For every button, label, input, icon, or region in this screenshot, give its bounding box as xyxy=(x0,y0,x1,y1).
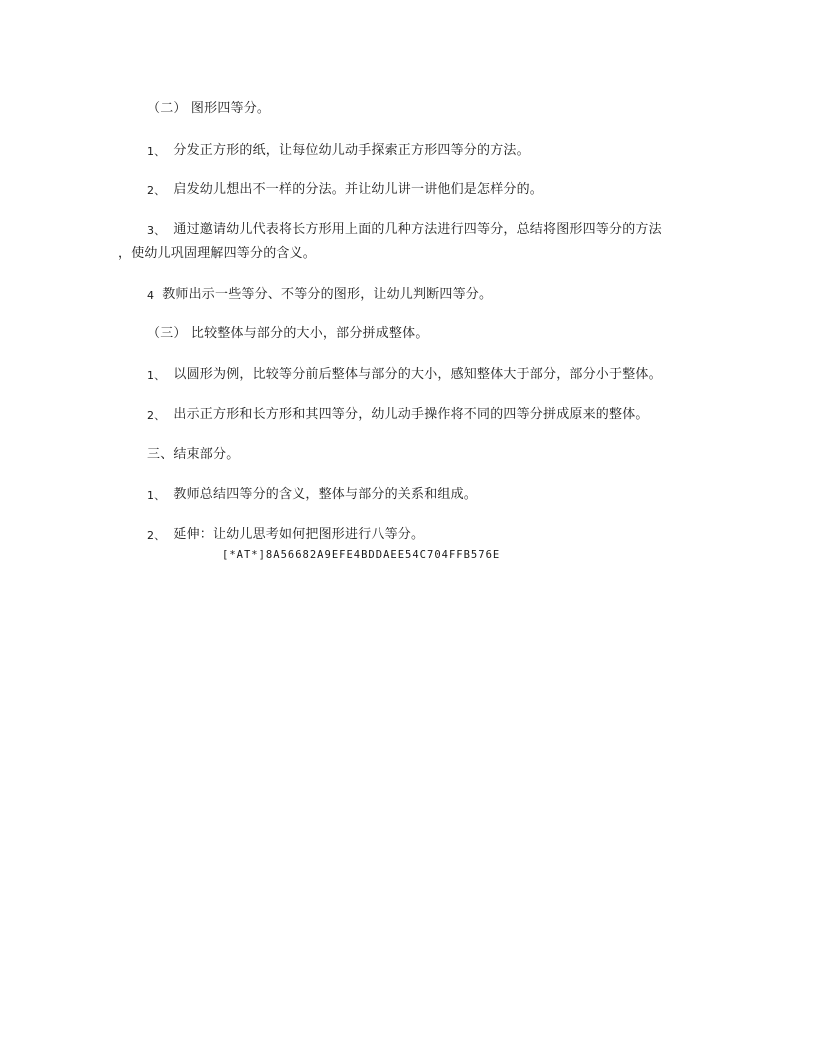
list-item xyxy=(147,222,662,238)
item-text: 通过邀请幼儿代表将长方形用上面的几种方法进行四等分，总结将图形四等分的方法 xyxy=(173,222,662,237)
item-number: 2、 xyxy=(147,409,166,422)
item-text: 延伸：让幼儿思考如何把图形进行八等分。 xyxy=(173,527,425,542)
list-item xyxy=(147,367,662,383)
item-number: 1、 xyxy=(147,369,166,382)
item-text: 出示正方形和长方形和其四等分，幼儿动手操作将不同的四等分拼成原来的整体。 xyxy=(173,407,649,422)
list-item xyxy=(147,143,530,159)
list-item xyxy=(147,287,492,303)
section-heading-shapes-quartering: （二） 图形四等分。 xyxy=(147,101,271,116)
list-item xyxy=(147,487,477,503)
list-item xyxy=(147,182,543,198)
item-number: 1、 xyxy=(147,489,166,502)
item-text: 教师出示一些等分、不等分的图形，让幼儿判断四等分。 xyxy=(162,287,493,302)
item-text: 分发正方形的纸，让每位幼儿动手探索正方形四等分的方法。 xyxy=(173,143,530,158)
item-text: 启发幼儿想出不一样的分法。并让幼儿讲一讲他们是怎样分的。 xyxy=(173,182,544,197)
item-text: 以圆形为例，比较等分前后整体与部分的大小，感知整体大于部分，部分小于整体。 xyxy=(173,367,662,382)
item-number: 1、 xyxy=(147,145,166,158)
item-number: 3、 xyxy=(147,224,166,237)
item-number: 2、 xyxy=(147,184,166,197)
list-item xyxy=(147,407,649,423)
document-code: [*AT*]8A56682A9EFE4BDDAEE54C704FFB576E xyxy=(222,549,501,561)
item-text: 教师总结四等分的含义，整体与部分的关系和组成。 xyxy=(173,487,478,502)
list-item xyxy=(147,527,424,543)
part-heading-ending: 三、结束部分。 xyxy=(147,447,240,462)
section-heading-compare-whole-part: （三） 比较整体与部分的大小，部分拼成整体。 xyxy=(147,326,429,341)
item-number: 4 xyxy=(147,289,155,302)
item-continuation-text: ，使幼儿巩固理解四等分的含义。 xyxy=(118,246,317,261)
item-number: 2、 xyxy=(147,529,166,542)
